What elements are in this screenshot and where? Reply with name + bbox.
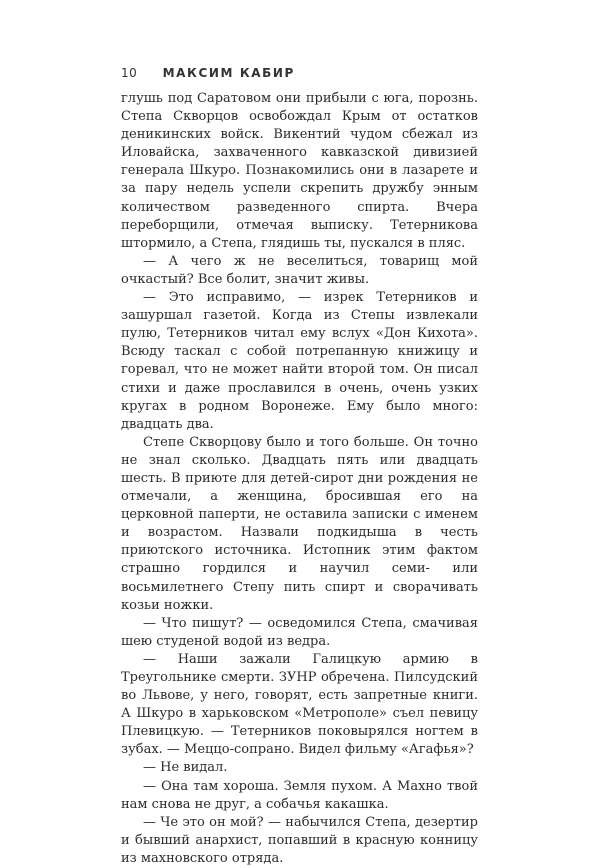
paragraph: — Это исправимо, — изрек Тетерников и зашуршал газетой. Когда из Степы извлекали пулю, Тетерников читал ему вслух «Дон Кихота». Всюду таскал с собой потрепанную книжицу и горевал, что не может найти второй том. Он писал стихи и даже прославился в очень, очень узких кругах в родном Воронеже. Ему было много: двадцать два.	[121, 290, 478, 432]
paragraph: — Не видал.	[143, 760, 228, 776]
author-name: МАКСИМ КАБИР	[162, 66, 295, 80]
page-number: 10	[121, 66, 138, 80]
paragraph: — Что пишут? — осведомился Степа, смачивая шею студеной водой из ведра.	[121, 615, 478, 649]
text-body	[121, 90, 478, 868]
running-header	[121, 66, 295, 80]
paragraph: — Наши зажали Галицкую армию в Треугольнике смерти. ЗУНР обречена. Пилсудский во Львове, у него, говорят, есть запретные книги. А Шкуро в харьковском «Метрополе» съел певицу Плевицкую. — Тетерников поковырялся ногтем в зубах. — Меццо-сопрано. Видел фильму «Агафья»?	[121, 651, 478, 758]
paragraph: Степе Скворцову было и того больше. Он точно не знал сколько. Двадцать пять или двадцать шесть. В приюте для детей-сирот дни рождения не отмечали, а женщина, бросившая его на церковной паперти, не оставила записки с именем и возрастом. Назвали подкидыша в честь приютского источника. Истопник этим фактом страшно гордился и научил семи- или восьмилетнего Степу пить спирт и сворачивать козьи ножки.	[121, 434, 478, 613]
paragraph: — Че это он мой? — набычился Степа, дезертир и бывший анархист, попавший в красную конницу из махновского отряда.	[121, 814, 478, 866]
paragraph: — Она там хороша. Земля пухом. А Махно твой нам снова не друг, а собачья какашка.	[121, 778, 478, 812]
paragraph: глушь под Саратовом они прибыли с юга, порознь. Степа Скворцов освобождал Крым от остатков деникинских войск. Викентий чудом сбежал из Иловайска, захваченного кавказской дивизией генерала Шкуро. Познакомились они в лазарете и за пару недель успели скрепить дружбу энным количеством разведенного спирта. Вчера переборщили, отмечая выписку. Тетерникова штормило, а Степа, глядишь ты, пускался в пляс.	[121, 91, 478, 251]
paragraph: — А чего ж не веселиться, товарищ мой очкастый? Все болит, значит живы.	[121, 253, 478, 287]
